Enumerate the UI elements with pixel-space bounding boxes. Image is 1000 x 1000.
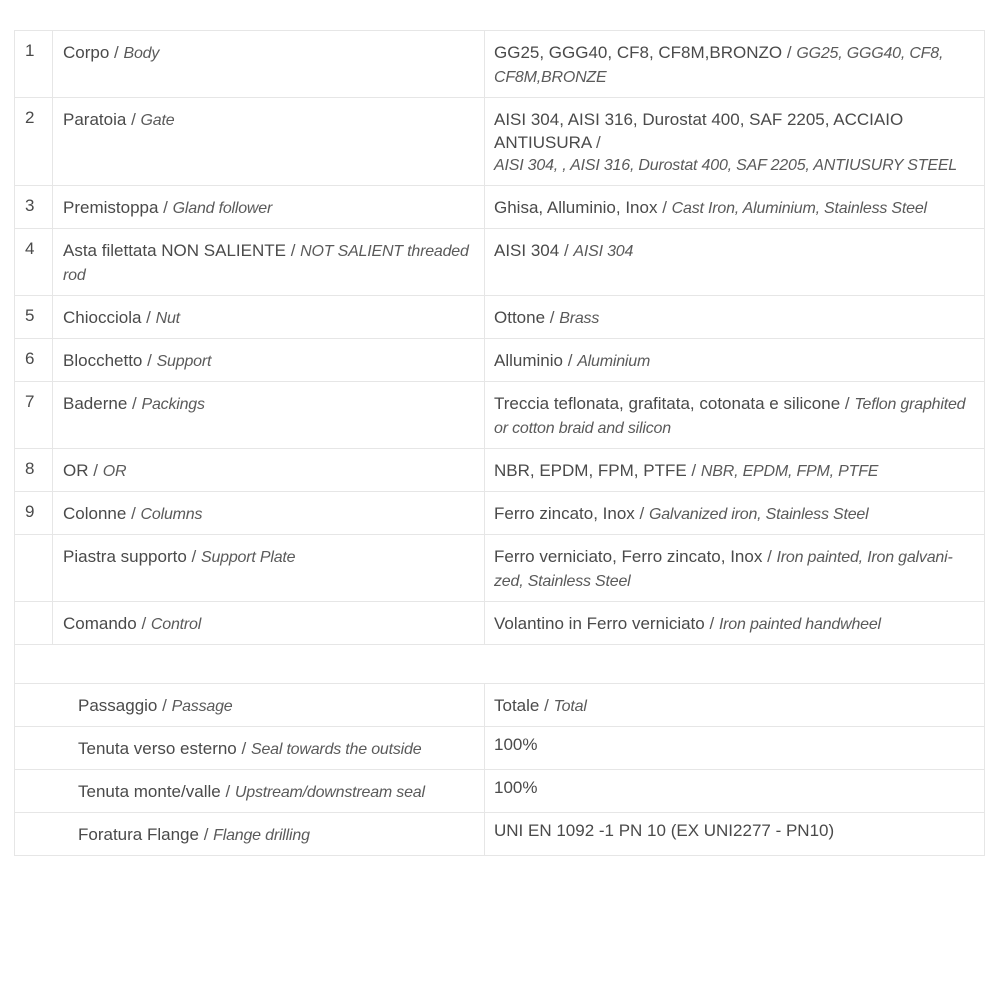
component-name-it: Premistoppa: [63, 198, 159, 217]
separator: /: [549, 308, 555, 327]
material-it: GG25, GGG40, CF8, CF8M,BRONZO: [494, 43, 783, 62]
property-name-it: Passaggio: [78, 696, 158, 715]
separator: /: [93, 461, 98, 480]
property-row: [15, 727, 985, 770]
component-name-en: Packings: [141, 396, 205, 413]
material-it: Alluminio: [494, 351, 563, 370]
component-name-en: Support: [156, 353, 212, 370]
component-name-it: Comando: [63, 614, 142, 633]
component-number: 9: [15, 492, 53, 535]
separator: /: [131, 110, 136, 129]
component-material: [485, 186, 985, 229]
component-name-en: Support Plate: [200, 549, 296, 566]
material-en: Teflon graphited or cotton braid and silicon: [494, 396, 966, 437]
separator: /: [225, 782, 231, 801]
material-en: Cast Iron, Aluminium, Stainless Steel: [671, 200, 927, 217]
component-name-it: Colonne: [63, 504, 132, 523]
component-material: [485, 339, 985, 382]
component-number: 6: [15, 339, 53, 382]
material-en: Iron painted handwheel: [718, 616, 881, 633]
separator: /: [131, 504, 136, 523]
component-name-en: Control: [150, 616, 202, 633]
property-row: [15, 813, 985, 856]
component-number: [15, 602, 53, 645]
separator: /: [191, 547, 197, 566]
component-name-en: Gate: [140, 112, 175, 129]
material-it: Treccia teflonata, grafitata, cotonata e silicone: [494, 394, 841, 413]
property-name-it: Foratura Flange: [78, 825, 199, 844]
separator: /: [132, 394, 137, 413]
material-en: Aluminium: [577, 353, 651, 370]
property-name-en: Seal towards the outside: [250, 741, 422, 758]
separator: /: [691, 461, 697, 480]
component-name: [53, 535, 485, 602]
component-row: [15, 449, 985, 492]
component-row: [15, 535, 985, 602]
component-number: 1: [15, 31, 53, 98]
component-row: [15, 602, 985, 645]
property-name: [15, 770, 485, 813]
property-value-it: Totale: [494, 696, 540, 715]
spacer-cell: [15, 645, 985, 684]
property-name: [15, 684, 485, 727]
component-material: [485, 535, 985, 602]
separator: /: [596, 133, 601, 152]
separator: /: [146, 308, 151, 327]
property-name-en: Passage: [171, 698, 233, 715]
component-name-it: Baderne: [63, 394, 132, 413]
component-name-en: OR: [102, 463, 127, 480]
material-it: AISI 304, AISI 316, Durostat 400, SAF 2205, ACCIAIO ANTIUSURA: [494, 110, 904, 152]
property-name-it: Tenuta monte/valle: [78, 782, 221, 801]
separator: /: [767, 547, 772, 566]
material-it: Volantino in Ferro verniciato: [494, 614, 705, 633]
component-number: 8: [15, 449, 53, 492]
separator: /: [639, 504, 645, 523]
property-name-it: Tenuta verso esterno: [78, 739, 237, 758]
component-name: [53, 382, 485, 449]
material-it: NBR, EPDM, FPM, PTFE: [494, 461, 687, 480]
separator: /: [141, 614, 147, 633]
component-row: [15, 296, 985, 339]
component-name: [53, 602, 485, 645]
separator: /: [147, 351, 152, 370]
material-it: Ottone: [494, 308, 546, 327]
separator: /: [567, 351, 573, 370]
property-value-it: 100%: [494, 735, 538, 754]
property-value: [485, 684, 985, 727]
component-material: [485, 492, 985, 535]
component-name-it: Asta filettata NON SALIENTE: [63, 241, 286, 260]
component-material: [485, 229, 985, 296]
material-it: Ferro zincato, Inox: [494, 504, 635, 523]
component-name: [53, 492, 485, 535]
component-material: [485, 382, 985, 449]
component-name-it: Piastra supporto: [63, 547, 192, 566]
component-name-en: NOT SALIENT threaded rod: [63, 243, 469, 284]
component-name-it: Blocchetto: [63, 351, 148, 370]
component-name-it: Paratoia: [63, 110, 127, 129]
component-number: 4: [15, 229, 53, 296]
material-en: AISI 304: [573, 243, 634, 260]
property-value-en: Total: [553, 698, 587, 715]
component-name-en: Body: [123, 45, 160, 62]
property-value-it: 100%: [494, 778, 538, 797]
property-row: [15, 770, 985, 813]
material-en: GG25, GGG40, CF8, CF8M,BRONZE: [494, 45, 944, 86]
component-name: [53, 339, 485, 382]
component-name-en: Nut: [155, 310, 180, 327]
property-name-en: Upstream/downstream seal: [234, 784, 425, 801]
component-material: [485, 98, 985, 186]
component-name-it: Chiocciola: [63, 308, 147, 327]
property-value: [485, 727, 985, 770]
component-row: [15, 339, 985, 382]
property-value: [485, 813, 985, 856]
component-number: 5: [15, 296, 53, 339]
component-number: [15, 535, 53, 602]
separator: /: [844, 394, 850, 413]
property-name: [15, 813, 485, 856]
property-value: [485, 770, 985, 813]
separator: /: [709, 614, 715, 633]
property-row: [15, 684, 985, 727]
component-material: [485, 602, 985, 645]
component-material: [485, 296, 985, 339]
component-row: [15, 98, 985, 186]
component-name: [53, 449, 485, 492]
property-name: [15, 727, 485, 770]
material-en: Galvanized iron, Stainless Steel: [648, 506, 869, 523]
material-en: AISI 304, , AISI 316, Durostat 400, SAF 2205, ANTIUSURY STEEL: [494, 157, 957, 174]
material-en: NBR, EPDM, FPM, PTFE: [700, 463, 879, 480]
material-en: Brass: [559, 310, 600, 327]
component-name-en: Columns: [140, 506, 203, 523]
material-en: Iron painted, Iron galvani-zed, Stainless Steel: [494, 549, 953, 590]
material-it: Ghisa, Alluminio, Inox: [494, 198, 658, 217]
separator: /: [290, 241, 296, 260]
material-it: Ferro verniciato, Ferro zincato, Inox: [494, 547, 763, 566]
component-row: [15, 31, 985, 98]
component-name: [53, 229, 485, 296]
separator: /: [241, 739, 247, 758]
component-name-en: Gland follower: [172, 200, 273, 217]
material-it: AISI 304: [494, 241, 560, 260]
property-value-it: UNI EN 1092 -1 PN 10 (EX UNI2277 - PN10): [494, 821, 835, 840]
separator: /: [563, 241, 569, 260]
separator: /: [162, 696, 167, 715]
component-row: [15, 492, 985, 535]
component-name: [53, 186, 485, 229]
spec-table: [14, 30, 985, 856]
separator: /: [114, 43, 119, 62]
component-number: 3: [15, 186, 53, 229]
component-name: [53, 31, 485, 98]
separator: /: [544, 696, 549, 715]
component-name: [53, 98, 485, 186]
spacer-row: [15, 645, 985, 684]
component-name-it: OR: [63, 461, 94, 480]
component-row: [15, 382, 985, 449]
component-row: [15, 186, 985, 229]
component-name-it: Corpo: [63, 43, 110, 62]
component-number: 2: [15, 98, 53, 186]
component-material: [485, 31, 985, 98]
component-row: [15, 229, 985, 296]
component-name: [53, 296, 485, 339]
separator: /: [786, 43, 792, 62]
separator: /: [662, 198, 667, 217]
component-number: 7: [15, 382, 53, 449]
separator: /: [163, 198, 168, 217]
separator: /: [203, 825, 209, 844]
property-name-en: Flange drilling: [213, 827, 310, 844]
component-material: [485, 449, 985, 492]
